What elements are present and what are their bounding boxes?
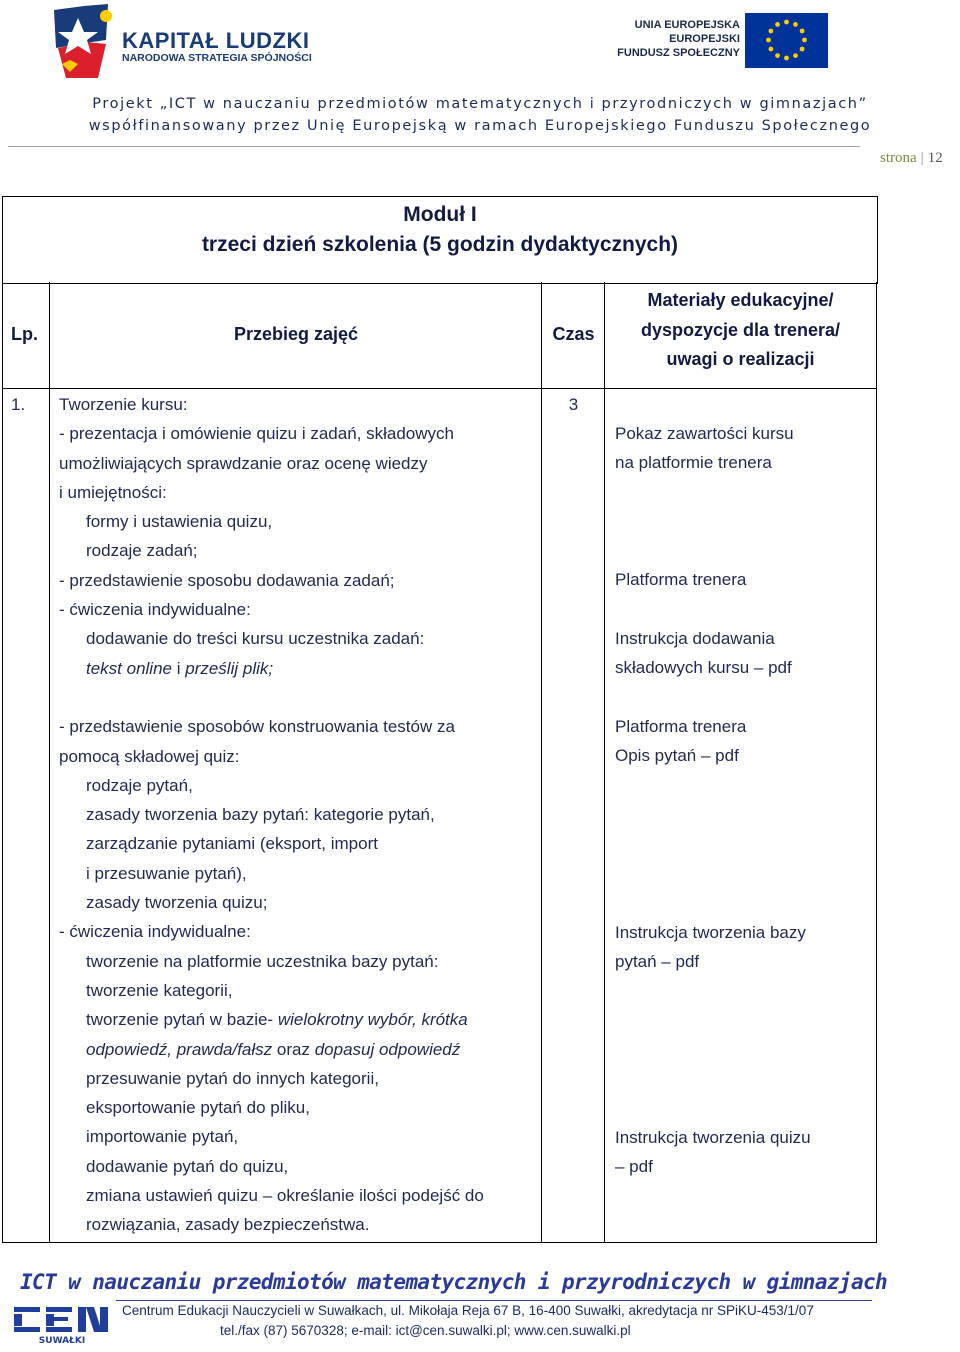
course-italic: prześlij plik; xyxy=(185,658,274,678)
page-number xyxy=(880,150,943,167)
eu-flag-icon xyxy=(745,13,828,68)
course-line: importowanie pytań, xyxy=(86,1127,239,1147)
materials-line: składowych kursu – pdf xyxy=(615,658,792,678)
course-content xyxy=(59,390,539,1240)
cen-logo xyxy=(12,1305,112,1345)
course-heading-colon: : xyxy=(182,395,188,414)
footer-divider xyxy=(116,1300,872,1301)
logo-subtitle: NARODOWA STRATEGIA SPÓJNOŚCI xyxy=(122,52,312,64)
row-lp-cell xyxy=(2,388,50,1243)
materials-group-5 xyxy=(615,1123,811,1182)
header-divider xyxy=(8,146,860,147)
materials-line: Platforma trenera xyxy=(615,717,747,736)
cen-logo-text: SUWAŁKI xyxy=(38,1336,86,1345)
course-text: tworzenie pytań w bazie- xyxy=(86,1010,278,1030)
header-course: Przebieg zajęć xyxy=(233,324,359,344)
row-time-cell xyxy=(541,388,605,1243)
footer-title: ICT w nauczaniu przedmiotów matematycznych i przyrodniczych w gimnazjach xyxy=(20,1270,888,1294)
project-funding: współfinansowany przez Unię Europejską w ramach Europejskiego Funduszu Społecznego xyxy=(88,118,872,134)
course-line: tworzenie kategorii, xyxy=(86,980,233,1000)
row-materials-cell xyxy=(604,388,877,1243)
course-line: - ćwiczenia indywidualne: xyxy=(59,600,251,620)
header-course-cell xyxy=(49,282,542,389)
page-number-value: 12 xyxy=(927,150,943,166)
header-materials-line-1: Materiały edukacyjne/ xyxy=(647,290,834,310)
course-line xyxy=(59,1035,539,1064)
footer-address: Centrum Edukacji Nauczycieli w Suwałkach, ul. Mikołaja Reja 67 B, 16-400 Suwałki, akredytacja nr SPiKU-453/1/07 xyxy=(122,1303,814,1318)
materials-line: Instrukcja dodawania xyxy=(615,629,775,648)
course-italic: dopasuj odpowiedź xyxy=(314,1039,461,1059)
eu-line-1: UNIA EUROPEJSKA xyxy=(634,19,740,31)
course-line xyxy=(59,1005,539,1034)
course-italic: odpowiedź, prawda/fałsz xyxy=(86,1039,273,1059)
course-heading-text: Tworzenie kursu xyxy=(59,395,183,414)
course-text: oraz xyxy=(272,1039,315,1059)
eu-fund-label xyxy=(612,18,740,60)
course-line: rodzaje zadań; xyxy=(86,541,198,561)
page-header xyxy=(0,0,960,166)
header-materials xyxy=(605,286,876,375)
course-line: rozwiązania, zasady bezpieczeństwa. xyxy=(86,1215,370,1235)
course-line: tworzenie na platformie uczestnika bazy pytań: xyxy=(86,951,439,971)
course-line: - przedstawienie sposobów konstruowania testów za xyxy=(59,717,455,737)
page-label: strona xyxy=(880,150,917,166)
header-materials-line-2: dyspozycje dla trenera/ xyxy=(640,319,841,340)
materials-line: na platformie trenera xyxy=(615,453,772,473)
course-line: i umiejętności: xyxy=(59,482,167,502)
course-italic: tekst online xyxy=(86,658,172,678)
course-line: zarządzanie pytaniami (eksport, import xyxy=(86,834,378,854)
header-lp: Lp. xyxy=(11,324,38,344)
course-text: i xyxy=(172,658,186,678)
module-subtitle: trzeci dzień szkolenia (5 godzin dydaktycznych) xyxy=(201,233,679,256)
course-line: zasady tworzenia quizu; xyxy=(86,893,268,913)
materials-line: Opis pytań – pdf xyxy=(615,746,739,766)
materials-line: Pokaz zawartości kursu xyxy=(615,424,794,443)
materials-group-4 xyxy=(615,918,806,977)
row-time: 3 xyxy=(568,395,579,414)
materials-group-3 xyxy=(615,712,746,771)
header-lp-cell xyxy=(2,282,50,389)
spacer xyxy=(59,683,539,712)
course-line: dodawanie do treści kursu uczestnika zadań: xyxy=(86,629,425,649)
course-line: i przesuwanie pytań), xyxy=(86,863,247,883)
logo-title: KAPITAŁ LUDZKI xyxy=(122,28,310,53)
course-heading xyxy=(59,390,539,419)
course-line: pomocą składowej quiz: xyxy=(59,746,240,766)
course-line: przesuwanie pytań do innych kategorii, xyxy=(86,1068,379,1088)
course-italic: wielokrotny wybór, krótka xyxy=(277,1010,468,1030)
module-title-box xyxy=(2,196,878,284)
materials-group-1 xyxy=(615,419,794,478)
header-time: Czas xyxy=(552,324,595,344)
materials-line: Platforma trenera xyxy=(615,570,747,589)
course-line: zmiana ustawień quizu – określanie ilości podejść do xyxy=(86,1186,484,1206)
materials-group-2 xyxy=(615,624,792,683)
course-line: formy i ustawienia quizu, xyxy=(86,512,273,532)
eu-line-3: FUNDUSZ SPOŁECZNY xyxy=(617,47,740,59)
course-line: - przedstawienie sposobu dodawania zadań; xyxy=(59,570,395,590)
row-lp: 1. xyxy=(11,395,26,414)
materials-line: – pdf xyxy=(615,1157,653,1177)
project-title: Projekt „ICT w nauczaniu przedmiotów matematycznych i przyrodniczych w gimnazjach” xyxy=(92,96,868,112)
course-line: dodawanie pytań do quizu, xyxy=(86,1156,289,1176)
row-course-cell xyxy=(49,388,542,1243)
materials-line: Instrukcja tworzenia quizu xyxy=(615,1128,811,1147)
module-title: Moduł I xyxy=(403,203,477,226)
header-materials-line-3: uwagi o realizacji xyxy=(666,349,815,369)
footer-contact: tel./fax (87) 5670328; e-mail: ict@cen.suwalki.pl; www.cen.suwalki.pl xyxy=(220,1323,631,1338)
course-line xyxy=(59,654,539,683)
materials-line: Instrukcja tworzenia bazy xyxy=(615,923,806,942)
course-line: - prezentacja i omówienie quizu i zadań, składowych xyxy=(59,424,454,444)
header-time-cell xyxy=(541,282,605,389)
header-materials-cell xyxy=(604,282,877,389)
course-line: - ćwiczenia indywidualne: xyxy=(59,922,251,942)
course-line: umożliwiających sprawdzanie oraz ocenę wiedzy xyxy=(59,453,428,473)
materials-line: pytań – pdf xyxy=(615,952,700,972)
page-separator: | xyxy=(920,150,924,166)
course-line: rodzaje pytań, xyxy=(86,775,193,795)
eu-line-2: EUROPEJSKI xyxy=(669,33,740,45)
course-line: eksportowanie pytań do pliku, xyxy=(86,1098,310,1118)
course-line: zasady tworzenia bazy pytań: kategorie pytań, xyxy=(86,805,435,825)
